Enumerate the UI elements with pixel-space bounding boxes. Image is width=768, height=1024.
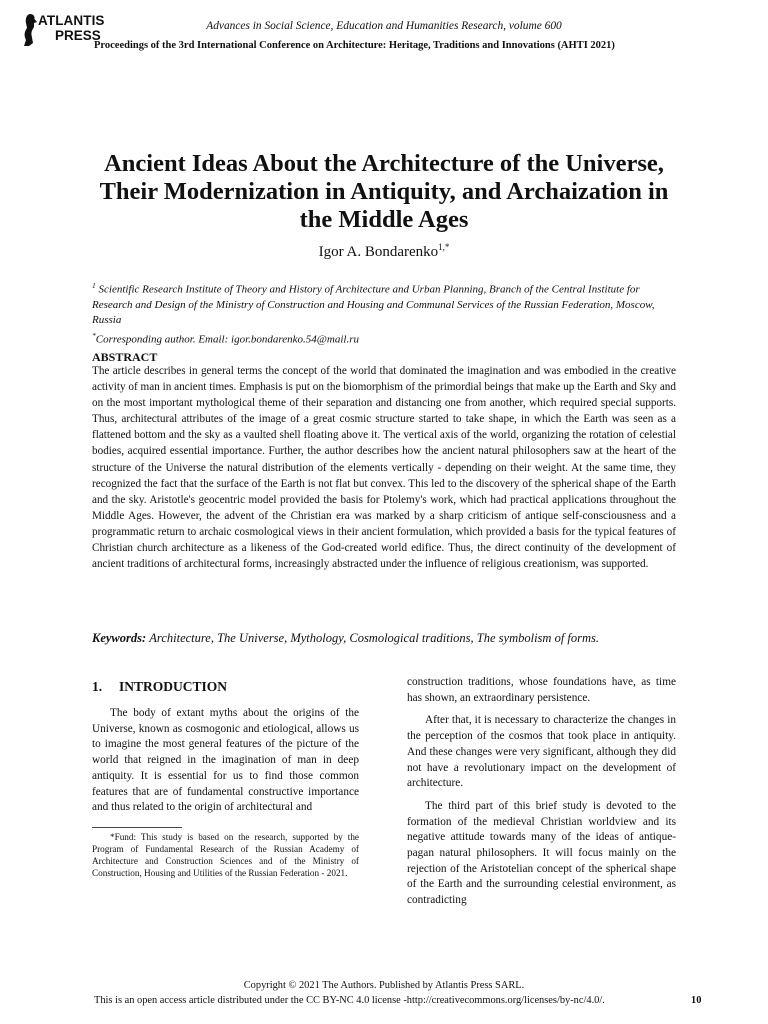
keywords-label: Keywords: (92, 631, 147, 645)
copyright-notice: Copyright © 2021 The Authors. Published by Atlantis Press SARL. (243, 980, 525, 991)
intro-paragraph-2: After that, it is necessary to characterize the changes in the perception of the cosmos that took place in antiquity. And these changes were very significant, although they did not have a revolutionary impact on the development of architecture. (407, 714, 676, 790)
intro-paragraph-1: The body of extant myths about the origins of the Universe, known as cosmogonic and etiological, allows us to imagine the most general features of the picture of the world that reigned in the imagination of man in deep antiquity. It is essential for us to find those common features that are of fundamental constructive importance and thus related to the origin of architectural and (92, 707, 359, 814)
corresponding-author: Corresponding author. Email: igor.bondarenko.54@mail.ru (95, 333, 359, 346)
abstract-heading: ABSTRACT (92, 350, 158, 364)
footnote-divider (92, 827, 182, 828)
left-column (92, 706, 359, 816)
journal-header: Advances in Social Science, Education and Humanities Research, volume 600 (206, 20, 562, 32)
abstract-text: The article describes in general terms the concept of the world that dominated the imagination and was embodied in the creative activity of man in ancient times. Emphasis is put on the biomorphism of the primordial beings that make up the Earth and Sky and on the most important mythological theme of their separation and distancing one from another, which required special supports. Thus, architectural attributes of the image of a great cosmic structure started to take shape, in which the Earth was seen as a flattened bottom and the sky as a vaulted shell floating above it. The vertical axis of the world, organizing the rotation of celestial bodies, acquired essential importance. Further, the author describes how the ancient natural philosophers saw at the heart of the structure of the Universe the natural distribution of the elements vertically - depending on their weight. At the same time, they recognized the fact that the surface of the Earth is not flat but convex. This led to the discovery of the spherical shape of the Earth and the sky. Aristotle's geocentric model provided the basis for Ptolemy's work, which had practical applications throughout the Middle Ages. However, the advent of the Christian era was marked by a sharp criticism of antique self-consciousness and a programmatic return to archaic cosmological views in their ancient formulation, which provided a basis for the typical features of Christian church architecture as a likeness of the God-created world edifice. Thus, the direct continuity of the development of ancient traditions of architectural forms, increasingly abstracted under the influence of religious creationism, was supported. (92, 365, 676, 571)
keywords-list: Architecture, The Universe, Mythology, Cosmological traditions, The symbolism of forms. (149, 631, 600, 645)
affiliation-sup: 1 (92, 281, 96, 290)
article-title: Ancient Ideas About the Architecture of the Universe, Their Modernization in Antiquity, and Archaization in the Middle Ages (99, 150, 669, 233)
affiliation: Scientific Research Institute of Theory and History of Architecture and Urban Planning, Branch of the Central Institute for Research and Design of the Ministry of Construction and Housing and Communal Services of the Russian Federation, Moscow, Russia (92, 283, 655, 326)
intro-paragraph-3: The third part of this brief study is devoted to the formation of the medieval Christian worldview and its negative attitude towards many of the ideas of antique-pagan natural philosophers. It will focus mainly on the rejection of the Aristotelian concept of the spherical shape of the Earth and the surrounding celestial environment, as contradicting (407, 799, 676, 907)
author-line (0, 242, 768, 261)
section-heading (92, 679, 227, 695)
keywords-line (92, 631, 692, 646)
footnote (92, 831, 359, 879)
author-name: Igor A. Bondarenko (318, 244, 439, 260)
corresponding-sup: * (92, 330, 96, 340)
logo-line1: ATLANTIS (38, 13, 105, 28)
conference-header: Proceedings of the 3rd International Conference on Architecture: Heritage, Traditions and Innovations (AHTI 2021) (94, 40, 615, 51)
section-title: INTRODUCTION (119, 679, 228, 694)
intro-paragraph-1-continued: construction traditions, whose foundations have, as time has shown, an extraordinary persistence. (407, 676, 676, 704)
section-number: 1. (92, 679, 103, 694)
affiliation-block (92, 278, 682, 347)
logo-line2: PRESS (55, 28, 101, 43)
page-number: 10 (691, 995, 702, 1006)
author-sup: 1,* (438, 242, 450, 252)
footnote-text: *Fund: This study is based on the research, supported by the Program of Fundamental Research of the Russian Academy of Architecture and Construction Sciences and of the Ministry of Construction, Housing and Utilities of the Russian Federation - 2021. (92, 832, 359, 879)
license-notice: This is an open access article distributed under the CC BY-NC 4.0 license -http://creativecommons.org/licenses/by-nc/4.0/. (94, 995, 605, 1006)
right-column (407, 675, 676, 909)
